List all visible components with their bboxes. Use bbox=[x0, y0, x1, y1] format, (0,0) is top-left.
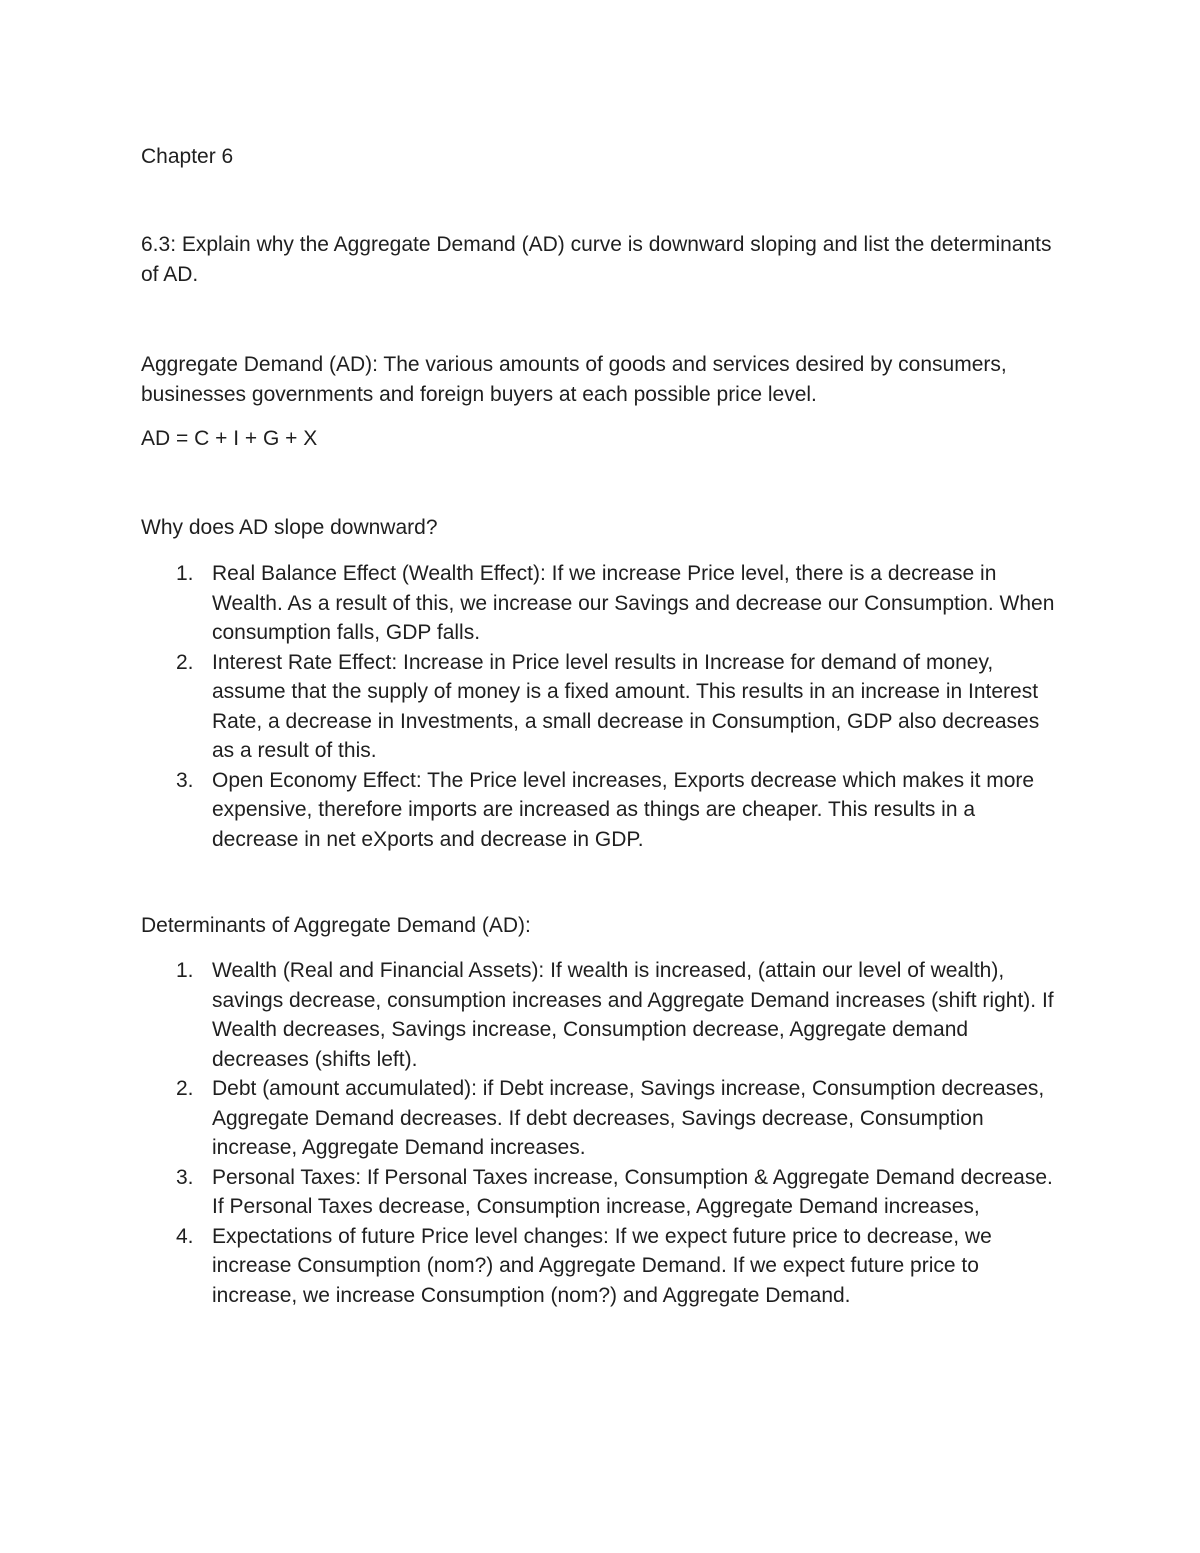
list-item bbox=[141, 559, 1061, 648]
why-list bbox=[141, 559, 1061, 854]
list-item-text: Personal Taxes: If Personal Taxes increase, Consumption & Aggregate Demand decrease. If Personal Taxes decrease, Consumption increase, Aggregate Demand increases, bbox=[212, 1165, 1053, 1218]
list-item bbox=[141, 766, 1061, 855]
determinants-list bbox=[141, 956, 1061, 1310]
list-item-text: Expectations of future Price level changes: If we expect future price to decrease, we increase Consumption (nom?) and Aggregate Demand. If we expect future price to increase, we increase Consumption (nom?) and Aggregate Demand. bbox=[212, 1224, 992, 1307]
list-item-text: Open Economy Effect: The Price level increases, Exports decrease which makes it more expensive, therefore imports are increased as things are cheaper. This results in a decrease in net eXports and decrease in GDP. bbox=[212, 768, 1035, 851]
list-item bbox=[141, 1163, 1061, 1222]
list-item bbox=[141, 648, 1061, 766]
list-number: 2. bbox=[176, 1077, 194, 1100]
list-item-text: Wealth (Real and Financial Assets): If wealth is increased, (attain our level of wealth), savings decrease, consumption increases and Aggregate Demand increases (shift right). If Wealth decreases, Savings increase, Consumption decrease, Aggregate demand decreases (shifts left). bbox=[212, 959, 1054, 1071]
list-number: 3. bbox=[176, 1165, 194, 1189]
determinants-heading: Determinants of Aggregate Demand (AD): bbox=[141, 914, 531, 937]
list-number: 2. bbox=[176, 650, 194, 674]
list-number: 1. bbox=[176, 562, 194, 585]
chapter-title: Chapter 6 bbox=[141, 145, 234, 168]
list-item bbox=[141, 1222, 1061, 1311]
list-item-text: Real Balance Effect (Wealth Effect): If we increase Price level, there is a decrease in Wealth. As a result of this, we increase our Savings and decrease our Consumption. When consumption falls, GDP falls. bbox=[212, 562, 1055, 644]
definition-text: Aggregate Demand (AD): The various amounts of goods and services desired by consumers, businesses governments and foreign buyers at each possible price level. bbox=[141, 353, 1007, 406]
list-number: 1. bbox=[176, 959, 194, 982]
list-number: 3. bbox=[176, 768, 194, 792]
why-heading: Why does AD slope downward? bbox=[141, 516, 438, 539]
question-text: 6.3: Explain why the Aggregate Demand (AD) curve is downward sloping and list the determinants of AD. bbox=[141, 233, 1052, 286]
list-item bbox=[141, 1074, 1061, 1163]
list-item-text: Debt (amount accumulated): if Debt increase, Savings increase, Consumption decreases, Aggregate Demand decreases. If debt decreases, Savings decrease, Consumption increase, Aggregate Demand increases. bbox=[212, 1077, 1045, 1159]
list-item bbox=[141, 956, 1061, 1074]
list-item-text: Interest Rate Effect: Increase in Price level results in Increase for demand of money, assume that the supply of money is a fixed amount. This results in an increase in Interest Rate, a decrease in Investments, a small decrease in Consumption, GDP also decreases as a result of this. bbox=[212, 650, 1040, 762]
list-number: 4. bbox=[176, 1224, 194, 1248]
formula-text: AD = C + I + G + X bbox=[141, 427, 318, 450]
